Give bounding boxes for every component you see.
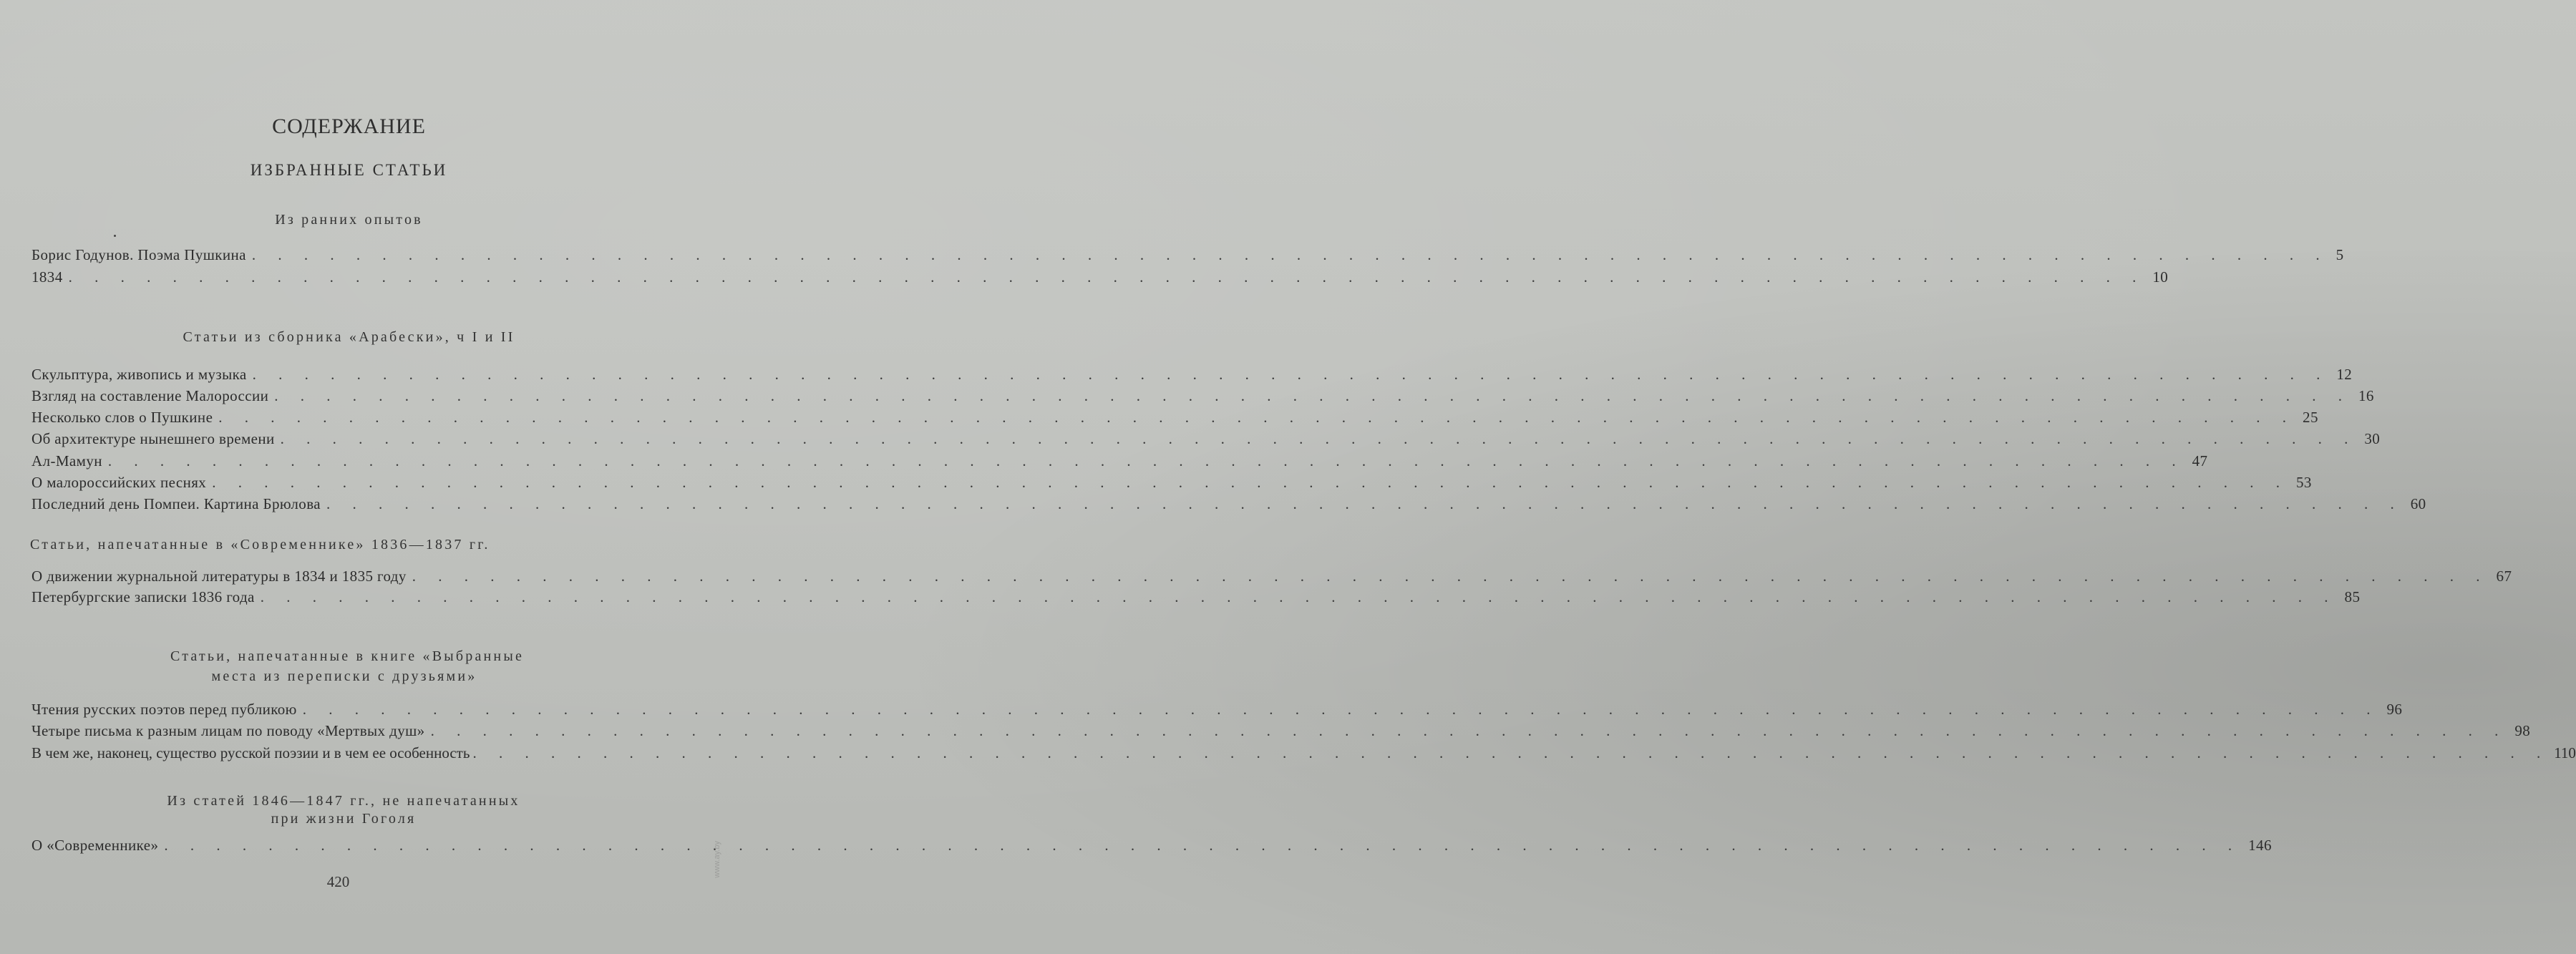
toc-entry-title: 1834 (31, 268, 63, 286)
section-title-arabeski: Статьи из сборника «Арабески», ч I и II (183, 329, 515, 345)
toc-entry-title: В чем же, наконец, существо русской поэзии и в чем ее особенность (31, 744, 470, 761)
toc-entry-page: 10 (2152, 268, 2169, 286)
toc-entry-page: 47 (2192, 452, 2208, 469)
dot-leader (472, 744, 2550, 762)
page-number: 420 (326, 873, 350, 890)
toc-entry-page: 110 (2554, 744, 2576, 761)
toc-entry-page: 5 (2336, 246, 2344, 263)
toc-entry-title: Об архитектуре нынешнего времени (31, 430, 275, 447)
toc-entry-title: О «Современнике» (31, 837, 159, 854)
dot-leader (164, 837, 2241, 855)
toc-entry-page: 30 (2364, 430, 2381, 447)
dot-leader (303, 701, 2380, 719)
toc-entry-title: Ал-Мамун (31, 452, 102, 469)
toc-entry-page: 60 (2410, 495, 2426, 512)
toc-entry[interactable] (31, 387, 2374, 410)
watermark: www.ay.by (713, 841, 721, 878)
dot-leader (69, 268, 2146, 286)
toc-entry-title: Последний день Помпеи. Картина Брюлова (31, 495, 321, 512)
toc-entry[interactable] (31, 722, 2531, 745)
toc-entry[interactable] (31, 588, 2361, 611)
section-title-early: Из ранних опытов (275, 212, 423, 228)
section-title-sovremennik: Статьи, напечатанные в «Современнике» 1836—1837 гг. (30, 537, 490, 553)
section-title-unpublished-line2: при жизни Гоголя (271, 811, 417, 827)
section-title-unpublished-line1: Из статей 1846—1847 гг., не напечатанных (167, 793, 520, 809)
toc-entry[interactable] (31, 268, 2169, 291)
page-heading: СОДЕРЖАНИЕ (272, 115, 426, 138)
toc-entry[interactable] (31, 744, 2576, 767)
toc-entry-title: Несколько слов о Пушкине (31, 409, 213, 426)
toc-entry[interactable] (31, 409, 2318, 432)
page-subheading: ИЗБРАННЫЕ СТАТЬИ (250, 161, 448, 179)
toc-entry-page: 98 (2514, 722, 2531, 739)
toc-entry-title: Чтения русских поэтов перед публикою (31, 701, 297, 718)
toc-entry-page: 67 (2496, 568, 2512, 585)
dot-leader (108, 452, 2185, 470)
toc-entry[interactable] (31, 701, 2403, 724)
dot-leader (253, 366, 2330, 384)
paper-speck (114, 235, 116, 237)
toc-entry-title: Взгляд на составление Малороссии (31, 387, 269, 404)
dot-leader (252, 246, 2329, 264)
toc-entry[interactable] (31, 568, 2512, 590)
toc-entry-title: Четыре письма к разным лицам по поводу «Мертвых душ» (31, 722, 425, 739)
toc-entry-page: 96 (2386, 701, 2403, 718)
toc-entry-title: Скульптура, живопись и музыка (31, 366, 247, 383)
toc-entry-page: 16 (2358, 387, 2374, 404)
toc-entry-page: 53 (2295, 474, 2312, 491)
dot-leader (431, 722, 2508, 740)
toc-entry-title: Петербургские записки 1836 года (31, 588, 255, 605)
section-title-vybrannye-line2: места из переписки с друзьями» (211, 668, 477, 684)
section-title-vybrannye-line1: Статьи, напечатанные в книге «Выбранные (170, 648, 525, 664)
toc-entry-title: О малороссийских песнях (31, 474, 207, 491)
dot-leader (212, 474, 2289, 492)
toc-entry[interactable] (31, 430, 2381, 453)
toc-entry-title: О движении журнальной литературы в 1834 и 1835 году (31, 568, 407, 585)
dot-leader (274, 387, 2351, 405)
toc-entry-page: 146 (2248, 837, 2272, 854)
toc-entry[interactable] (31, 474, 2312, 497)
toc-entry[interactable] (31, 452, 2208, 475)
toc-entry-page: 12 (2336, 366, 2353, 383)
toc-entry[interactable] (31, 366, 2353, 389)
toc-entry-title: Борис Годунов. Поэма Пушкина (31, 246, 246, 263)
dot-leader (281, 430, 2358, 448)
dot-leader (261, 588, 2338, 606)
dot-leader (326, 495, 2404, 513)
toc-entry-page: 25 (2303, 409, 2318, 426)
toc-entry[interactable] (31, 495, 2426, 518)
dot-leader (218, 409, 2295, 427)
toc-entry-page: 85 (2344, 588, 2361, 605)
toc-entry[interactable] (31, 246, 2344, 269)
dot-leader (412, 568, 2489, 585)
